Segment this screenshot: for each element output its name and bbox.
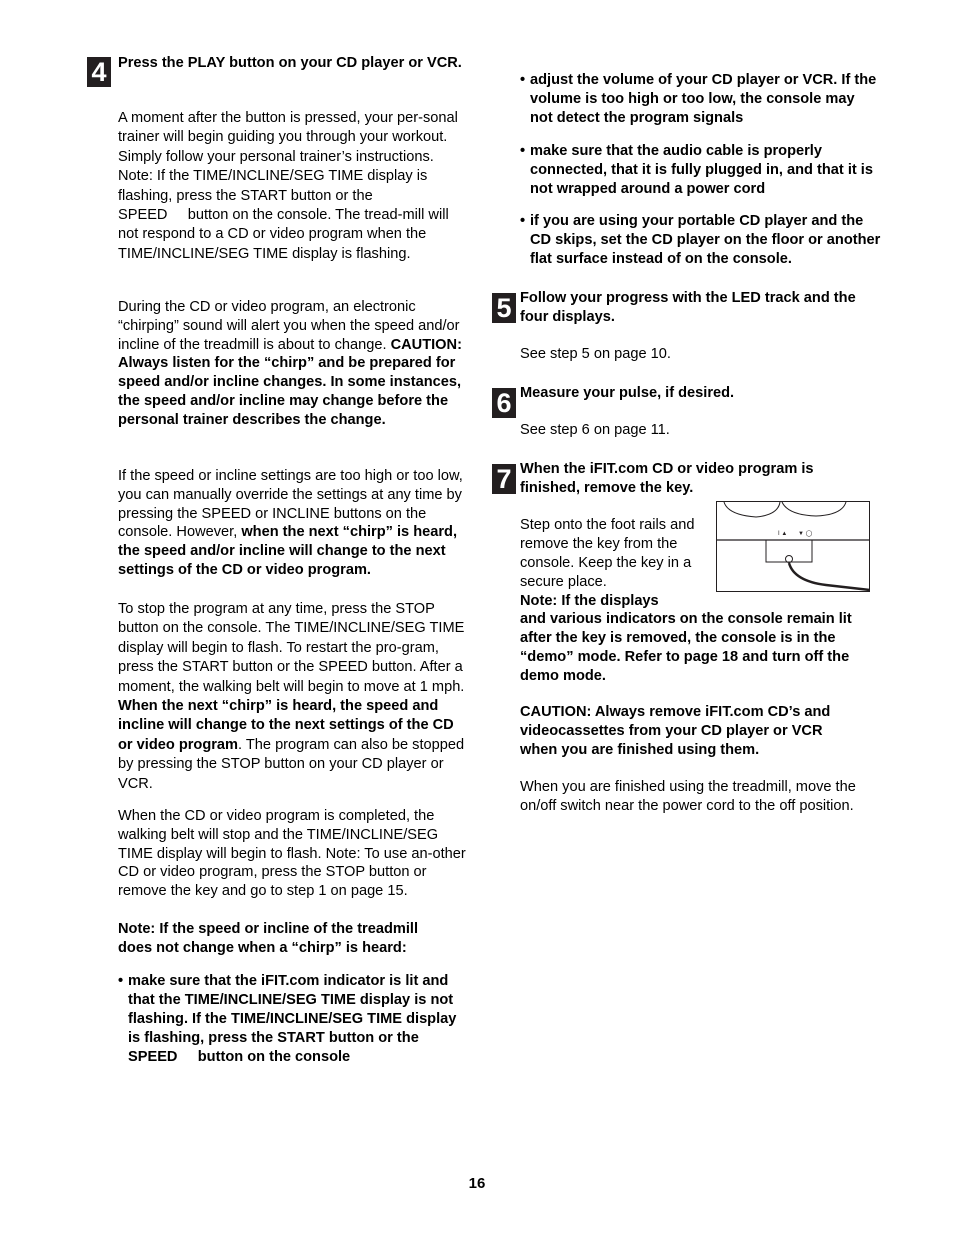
bullet-1-text: make sure that the iFIT.com indicator is lit and that the TIME/INCLINE/SEG TIME display is not flashing. If the TIME/INCLINE/SEG TIME display is flashing, press the START button or the SPEED <box>128 973 457 1065</box>
step-4-paragraph-2 <box>118 298 468 430</box>
page-number: 16 <box>468 1175 486 1192</box>
step-7-badge: 7 <box>492 464 516 494</box>
bullet-dot: • <box>520 143 526 159</box>
step-5-body: See step 5 on page 10. <box>520 346 671 362</box>
step-4-p1-after: button on the console. The tread-mill will not respond to a CD or video program when the TIME/INCLINE/SEG TIME display is flashing. <box>118 207 449 262</box>
step-5-heading: Follow your progress with the LED track and the four displays. <box>520 290 856 325</box>
bullet-dot: • <box>520 213 526 229</box>
step-4-paragraph-5 <box>118 807 468 901</box>
bullet-item-indicator <box>118 972 468 1067</box>
step-6-badge: 6 <box>492 388 516 418</box>
step-7-heading: When the iFIT.com CD or video program is finished, remove the key. <box>520 461 814 496</box>
step-4-heading: Press the PLAY button on your CD player or VCR. <box>118 55 462 71</box>
bullet-dot: • <box>118 973 124 989</box>
step-4-p4-bold: When the next “chirp” is heard, the speed and incline will change to the next settings of the CD or video program <box>118 698 454 753</box>
bullet-item-volume <box>520 71 880 128</box>
step-5-badge: 5 <box>492 293 516 323</box>
bullet-4-text: if you are using your portable CD player and the CD skips, set the CD player on the floor or another flat surface instead of on the console. <box>530 213 881 267</box>
step-7-body: Step onto the foot rails and remove the key from the console. Keep the key in a secure place. <box>520 517 695 590</box>
bullet-3-text: make sure that the audio cable is properly connected, that it is fully plugged in, and that it is not wrapped around a power cord <box>530 143 873 197</box>
step-4-p4-end: . The program can also be stopped by pressing the STOP button on your CD player or VCR. <box>118 736 465 792</box>
step-7-note-line-1: Note: If the displays <box>520 593 659 609</box>
step-4-p1-text: A moment after the button is pressed, your per-sonal trainer will begin guiding you through your workout. Simply follow your personal trainer’s instructions. Note: If the TIME/INCLINE/SEG TIME display is flashing, press the START button or the SPEED <box>118 110 458 224</box>
step-6-heading: Measure your pulse, if desired. <box>520 385 735 401</box>
step-4-paragraph-4 <box>118 600 468 794</box>
step-4-p3-text: If the speed or incline settings are too high or too low, you can manually override the settings at any time by pressing the SPEED or INCLINE buttons on the console. However, <box>118 468 463 541</box>
bullet-2-text: adjust the volume of your CD player or VCR. If the volume is too high or too low, the console may not detect the program signals <box>530 72 877 126</box>
step-4-badge: 4 <box>87 57 111 87</box>
bullet-dot: • <box>520 72 526 88</box>
step-4-paragraph-3 <box>118 467 468 580</box>
step-7-note: and various indicators on the console remain lit after the key is removed, the console is in the “demo” mode. Refer to page 18 and turn off the demo mode. <box>520 611 852 684</box>
key-removal-illustration <box>716 501 870 592</box>
bullet-1-after: button on the console <box>197 1049 351 1065</box>
step-7-caution: CAUTION: Always remove iFIT.com CD’s and videocassettes from your CD player or VCR when you are finished using them. <box>520 704 831 758</box>
step-4-p2-text: During the CD or video program, an electronic “chirping” sound will alert you when the speed and/or incline of the treadmill is about to change. <box>118 299 460 353</box>
step-6-body: See step 6 on page 11. <box>520 422 670 438</box>
bullet-item-audio-cable <box>520 142 880 199</box>
step-4-paragraph-1 <box>118 109 468 264</box>
console-indicator-marks-2: ▼ ◯ <box>798 531 813 537</box>
step-7-final: When you are finished using the treadmill, move the on/off switch near the power cord to the off position. <box>520 779 856 814</box>
step-4-caution: CAUTION: Always listen for the “chirp” and be prepared for speed and/or incline changes. In some instances, the speed and/or incline may change before the personal trainer describes the change. <box>118 336 462 428</box>
step-4-p4-text: To stop the program at any time, press the STOP button on the console. The TIME/INCLINE/SEG TIME display will begin to flash. To restart the pro-gram, press the START button or the SPEED button. After a moment, the walking belt will begin to move at 1 mph. <box>118 601 465 695</box>
console-indicator-marks: I ▲ <box>778 531 788 537</box>
step-4-p3-bold: when the next “chirp” is heard, the speed and/or incline will change to the next settings of the CD or video program. <box>118 524 458 578</box>
step-4-p5-text: When the CD or video program is completed, the walking belt will stop and the TIME/INCLINE/SEG TIME display will begin to flash. Note: To use an-other CD or video program, press the STOP button or remove the key and go to step 1 on page 15. <box>118 808 466 900</box>
bullet-item-cd-skips <box>520 212 882 269</box>
step-4-note: Note: If the speed or incline of the treadmill does not change when a “chirp” is heard: <box>118 921 419 956</box>
